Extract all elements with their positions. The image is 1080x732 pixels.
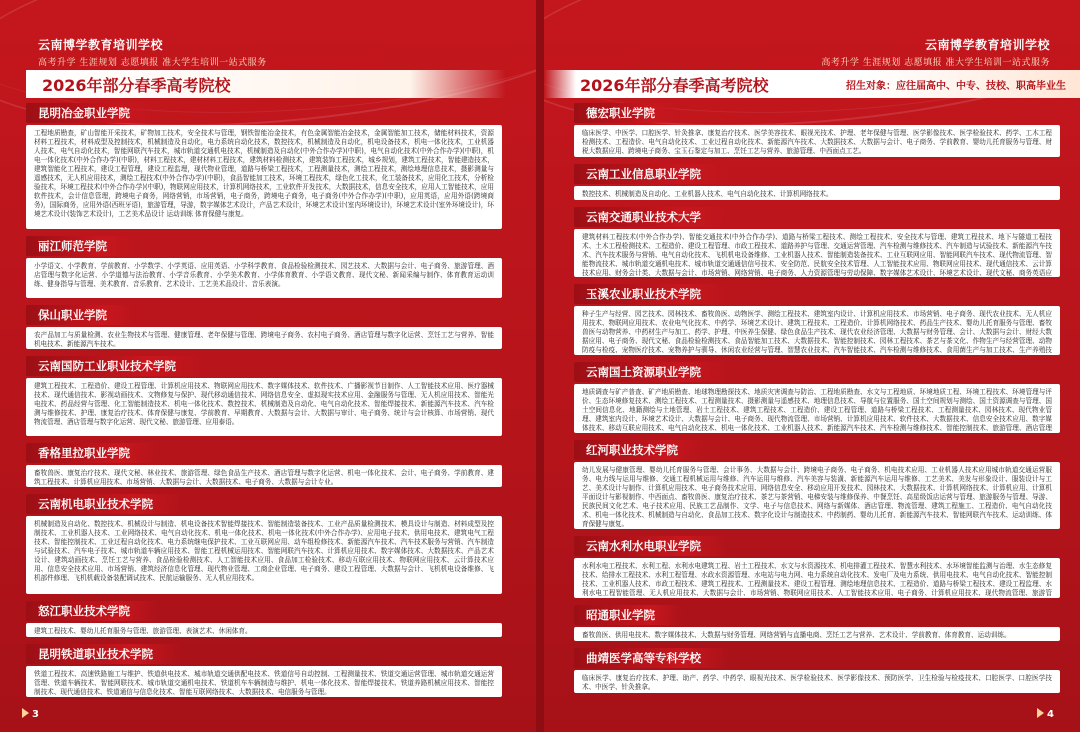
brand-header xyxy=(821,36,1050,68)
school-majors: 种子生产与经营、园艺技术、园林技术、畜牧兽医、动物医学、测绘工程技术、建筑室内设计、计算机应用技术、市场营销、电子商务、现代农业技术、无人机应用技术、物联网应用技术、农业电气化技术、中药学、环境艺术设计、建筑工程技术、工程造价、计算机网络技术、药品生产技术、婴幼儿托育服务与管理、畜牧兽医与动物营养、中药材生产与加工、药学、护理、中医养生保健、绿色食品生产技术、现代农业经济管理、大数据与财务管理、会计、大数据与会计、财经大数据应用、电子商务、现代文秘、食品检验检测技术、食品智能加工技术、大数据技术、智能控制技术、园林工程技术、茶艺与茶文化、作物生产与经营管理、动物防疫与检疫、宠物医疗技术、宠物养护与驯导、休闲农业经营与管理、智慧农业技术、汽车智能技术、汽车检测与维修技术、食用菌生产与加工技术、生产养殖技 xyxy=(574,306,1060,355)
school-name: 怒江职业技术学院 xyxy=(26,601,158,621)
school-name: 昆明冶金职业学院 xyxy=(26,103,158,123)
school-name: 云南交通职业技术大学 xyxy=(574,207,729,227)
brand-name: 云南博学教育培训学校 xyxy=(38,38,164,52)
school-majors: 地质调查与矿产普查、矿产地质勘查、地球物理勘探技术、地质灾害调查与防治、工程地质勘查、水文与工程地质、环境地质工程、环境工程技术、环境管理与评价、生态环境修复技术、测绘工程技术、工程测量技术、摄影测量与遥感技术、地理信息技术、导航与位置服务、国土空间规划与测绘、国土资源调查与管理、国土空间信息化、地籍测绘与土地管理、岩土工程技术、建筑工程技术、工程造价、建设工程管理、道路与桥梁工程技术、工程测量技术、园林技术、现代物业管理、建筑室内设计、环境艺术设计、大数据与会计、电子商务、现代物流管理、市场营销、计算机应用技术、软件技术、大数据技术、信息安全技术应用、数字媒体技术、移动互联应用技术、电气自动化技术、机电一体化技术、工业机器人技术、新能源汽车技术、汽车检测与维修技术、智能控制技术、旅游管理、酒店管理 xyxy=(574,384,1060,433)
school-name: 云南国防工业职业技术学院 xyxy=(26,356,204,376)
school-name: 云南国土资源职业学院 xyxy=(574,362,729,382)
school-card xyxy=(574,206,1060,277)
school-name: 曲靖医学高等专科学校 xyxy=(574,648,729,668)
school-list xyxy=(26,96,502,712)
school-majors: 建筑工程技术、婴幼儿托育服务与管理、旅游管理、表演艺术、休闲体育。 xyxy=(26,623,502,637)
triangle-icon xyxy=(1037,708,1044,718)
school-name: 保山职业学院 xyxy=(26,305,135,325)
school-card xyxy=(574,439,1060,529)
left-page xyxy=(0,0,536,732)
title-bar xyxy=(26,70,506,98)
school-name: 云南水利水电职业学院 xyxy=(574,536,729,556)
school-card xyxy=(26,102,502,229)
enroll-note: 招生对象：应往届高中、中专、技校、职高毕业生 xyxy=(846,80,1066,92)
school-card xyxy=(26,304,502,349)
page-title: 2026年部分春季高考院校 xyxy=(42,75,231,95)
school-name: 云南工业信息职业学院 xyxy=(574,164,729,184)
page-number-value: 4 xyxy=(1047,709,1054,720)
school-card xyxy=(26,643,502,697)
brand-slogan: 高考升学 生涯规划 志愿填报 准大学生培训一站式服务 xyxy=(821,58,1050,68)
triangle-icon xyxy=(22,708,29,718)
school-majors: 工程地质勘查，矿山智能开采技术，矿物加工技术，安全技术与管理，钢铁智能冶金技术，有色金属智能冶金技术，金属智能加工技术，储能材料技术，资源材料工程技术，材料成型及控制技术，机械制造及自动化，电力系统自动化技术，数控技术，机械制造及自动化，机电设备技术，机电一体化技术，工业机器人技术，电气自动化技术，智能网联汽车技术，城市轨道交通机电技术，机械制造及自动化(中外合作办学)(中职)，电气自动化技术(中外合作办学)(中职)，机电一体化技术(中外合作办学)(中职)，材料工程技术，建材材料工程技术，建筑材料检测技术，建筑装饰工程技术，城乡规划，建筑工程技术，智能建造技术，建筑智能化工程技术，建设工程管理，建设工程监理，现代物业管理，道路与桥梁工程技术，工程测量技术，测绘工程技术，测绘地理信息技术，摄影测量与遥感技术，无人机应用技术，测绘工程技术(中外合作办学)(中职)，食品智能加工技术，环境工程技术，绿色化工技术，化工装备技术，应用化工技术，分析检验技术，环境工程技术(中外合作办学)(中职)，物联网应用技术，计算机网络技术，工业软件开发技术，大数据技术，信息安全技术，应用人工智能技术，应用软件技术，会计信息管理，跨境电子商务，网络营销，市场营销，电子商务，跨境电子商务，电子商务(中外合作办学)(中职)，应用英语，应用外语(跨境商务)，国际商务，应用外语(西班牙语)，旅游管理，导游，数字媒体艺术设计，产品艺术设计，环境艺术设计(室内环境设计)，环境艺术设计(室外环境设计)，环境艺术设计(装饰艺术设计)，工艺美术品设计 运动训练 体育保健与康复。 xyxy=(26,125,502,229)
right-page xyxy=(544,0,1080,732)
brand-header xyxy=(38,36,267,68)
school-card xyxy=(26,355,502,436)
page-title: 2026年部分春季高考院校 xyxy=(580,75,769,95)
school-name: 玉溪农业职业技术学院 xyxy=(574,284,729,304)
brand-slogan: 高考升学 生涯规划 志愿填报 准大学生培训一站式服务 xyxy=(38,58,267,68)
school-majors: 建筑材料工程技术(中外合作办学)、智能交通技术(中外合作办学)、道路与桥梁工程技术、测绘工程技术、安全技术与管理、建筑工程技术、地下与隧道工程技术、土木工程检测技术、工程造价、建设工程管理、市政工程技术、道路养护与管理、交通运营管理、汽车检测与维修技术、汽车制造与试验技术、新能源汽车技术、汽车技术服务与营销、电气自动化技术、飞机机电设备维修、工业机器人技术、智能制造装备技术、工业互联网应用、智能网联汽车技术、现代物流管理、智能物流技术、城市轨道交通机电技术、城市轨道交通通信信号技术、安全防范、民航安全技术管理、人工智能技术应用、物联网应用技术、现代通信技术、云计算技术应用、财务会计类、大数据与会计、市场营销、网络营销、电子商务、人力资源管理与劳动保障、数字媒体艺术设计、环境艺术设计、现代文秘、商务英语应 xyxy=(574,229,1060,277)
school-majors: 幼儿发展与健康管理、婴幼儿托育服务与管理、会计事务、大数据与会计、跨境电子商务、电子商务、机电技术应用、工业机器人技术应用城市轨道交通运营服务、电力线与运用与维修、交通工程机械运用与维修、汽车运用与维修、汽车美容与装潢、新能源汽车运用与维修、工艺美术、美发与形象设计、服装设计与工艺、美术设计与制作、计算机应用技术、电子商务技术应用、网络信息安全、移动应用开发技术、园林技术、大数据技术、计算机网络技术、计算机应用、计算机平面设计与影视制作、中西面点、畜牧兽医、康复治疗技术、茶艺与茶营销、电梯安装与维修保养、中餐烹饪、高星级饭店运营与管理、旅游服务与管理、导游、民族民间文化艺术、电子技术应用、民族工艺品制作、文学、电子与信息技术、网络与新媒体、酒店管理、物流管理、建筑工程施工、工程造价、电气自动化技术、机电一体化技术、机械制造与自动化、食品加工技术、数字化设计与制造技术、中药制药、婴幼儿托育、新能源汽车技术、智能网联汽车技术、运动训练、体育保健与康复。 xyxy=(574,462,1060,529)
school-name: 香格里拉职业学院 xyxy=(26,443,158,463)
school-majors: 畜牧兽医、供用电技术、数字媒体技术、大数据与财务管理、网络营销与直播电商、烹饪工艺与营养、艺术设计、学前教育、体育教育、运动训练。 xyxy=(574,627,1060,641)
school-card xyxy=(26,600,502,637)
page-number-value: 3 xyxy=(32,709,39,720)
school-card xyxy=(26,235,502,298)
school-card xyxy=(26,493,502,594)
school-name: 昭通职业学院 xyxy=(574,605,683,625)
school-majors: 机械制造及自动化、数控技术、机械设计与制造、机电设备技术智能焊接技术、智能制造装备技术、工业产品质量检测技术、模具设计与制造、材料成型及控制技术、工业机器人技术、工业网络技术、电气自动化技术、机电一体化技术、机电一体化技术(中外合作办学)、应用电子技术、供用电技术、建筑电气工程技术、智能控制技术、工业过程自动化技术、电力系统继电保护技术、工业互联网应用、动车组检修技术、新能源汽车技术、汽车技术服务与营销、汽车制造与试验技术、汽车电子技术、城市轨道车辆应用技术、智能工程机械运用技术、智能网联汽车技术、计算机应用技术、数字媒体技术、大数据技术、产品艺术设计、建筑动画技术、烹饪工艺与营养、食品检验检测技术、人工智能技术应用、食品加工检验技术、移动互联应用技术、物联网应用技术、云计算技术应用、信息安全技术应用、市场营销、建筑经济信息化管理、现代物业管理、工商企业管理、电子商务、建设工程管理、大数据与会计、飞机机电设备维修、飞机部件修理、飞机机载设备装配调试技术、民航运输服务、无人机应用技术。 xyxy=(26,516,502,594)
school-majors: 水利水电工程技术、水利工程、水利水电建筑工程、岩土工程技术、水文与水资源技术、机电排灌工程技术、智慧水利技术、水环境智能监测与治理、水生态修复技术、给排水工程技术、水利工程管理、水政水资源管理、水电站与电力网、电力系统自动化技术、发电厂及电力系统、供用电技术、电气自动化技术、智能控制技术、工业机器人技术、市政工程技术、建筑工程技术、工程测量技术、建设工程管理、测绘地理信息技术、工程造价、道路与桥梁工程技术、建设工程监理、水利水电工程智能管理、无人机应用技术、大数据与会计、市场营销、物联网应用技术、人工智能技术应用、电子商务、计算机应用技术、现代物流管理、旅游管 xyxy=(574,558,1060,598)
school-name: 红河职业技术学院 xyxy=(574,440,706,460)
school-card xyxy=(574,102,1060,157)
school-majors: 数控技术、机械制造及自动化、工业机器人技术、电气自动化技术、计算机网络技术。 xyxy=(574,186,1060,200)
school-card xyxy=(574,361,1060,433)
school-majors: 临床医学、康复治疗技术、护理、助产、药学、中药学、眼视光技术、医学检验技术、医学影像技术、预防医学、卫生检验与检疫技术、口腔医学、口腔医学技术、中医学、针灸推拿。 xyxy=(574,670,1060,693)
school-list xyxy=(574,96,1060,712)
school-card xyxy=(574,604,1060,641)
school-card xyxy=(574,535,1060,598)
page-number xyxy=(22,708,39,720)
school-majors: 畜牧兽医、康复治疗技术、现代文秘、林业技术、旅游管理、绿色食品生产技术、酒店管理与数字化运营、机电一体化技术、会计、电子商务、学前教育、建筑工程技术、计算机应用技术、市场营销、大数据与会计、大数据技术、电子商务、大数据与会计专业。 xyxy=(26,465,502,487)
school-majors: 小学语文、小学教育、学前教育、小学数学、小学英语、应用英语、小学科学教育、食品检验检测技术、园艺技术、大数据与会计、电子商务、旅游管理、酒店管理与数字化运营、小学道德与法治教育、小学音乐教育、小学美术教育、小学体育教育、小学语文教育、现代文秘、新闻采编与制作、体育教育运动训练、健身指导与管理、美术教育、音乐教育、艺术设计、工艺美术品设计、音乐表演。 xyxy=(26,258,502,298)
school-name: 昆明铁道职业技术学院 xyxy=(26,644,181,664)
school-majors: 建筑工程技术、工程造价、建设工程管理、计算机应用技术、物联网应用技术、数字媒体技术、软件技术、广播影视节目制作、人工智能技术应用、医疗器械技术、现代通信技术、影视动画技术、文物修复与保护、现代移动通信技术、网络信息安全、虚拟现实技术应用、金融服务与管理、无人机应用技术、智能光电技术、药品经营与管理、化工智能制造技术、机电一体化技术、数控技术、机械制造及自动化、电气自动化技术、智能焊接技术、新能源汽车技术、汽车检测与维修技术、护理、康复治疗技术、体育保健与康复、学前教育、早期教育、大数据与会计、大数据与审计、电子商务、统计与会计核算、市场营销、现代物流管理、酒店管理与数字化运营、现代文秘、旅游管理、应用泰语。 xyxy=(26,378,502,436)
page-number xyxy=(1037,708,1054,720)
school-name: 德宏职业学院 xyxy=(574,103,683,123)
school-majors: 铁道工程技术、高速铁路施工与维护、铁道供电技术、城市轨道交通供配电技术、铁道信号自动控制、工程测量技术、铁道交通运营管理、城市轨道交通运营管理、铁道车辆技术、智能网联技术、城市轨道交通机电技术、铁道机车车辆制造与维护、机电一体化技术、智能焊接技术、铁道养路机械应用技术、智能控制技术、现代通信技术、铁道通信与信息化技术、智能互联网络技术、大数据技术、电信服务与管理。 xyxy=(26,666,502,697)
school-card xyxy=(574,647,1060,693)
school-majors: 临床医学、中医学、口腔医学、针灸推拿、康复治疗技术、医学美容技术、眼视光技术、护理、老年保健与管理、医学影像技术、医学检验技术、药学、工木工程检测技术、工程造价、电气自动化技术、工业过程自动化技术、新能源汽车技术、大数据技术、大数据与会计、电子商务、学前教育、婴幼儿托育服务与管理、财税大数据应用、跨境电子商务、宝玉石鉴定与加工、烹饪工艺与营养、旅游管理、中西面点工艺。 xyxy=(574,125,1060,157)
school-majors: 农产品加工与质量检测、农业生物技术与管理、健康管理、老年保健与管理、跨境电子商务、农村电子商务、酒店管理与数字化运营、烹饪工艺与营养、智能机电技术、新能源汽车技术。 xyxy=(26,327,502,349)
brand-name: 云南博学教育培训学校 xyxy=(924,38,1050,52)
title-bar xyxy=(544,70,1080,98)
school-card xyxy=(574,163,1060,200)
school-name: 云南机电职业技术学院 xyxy=(26,494,181,514)
school-card xyxy=(26,442,502,487)
school-card xyxy=(574,283,1060,355)
school-name: 丽江师范学院 xyxy=(26,236,135,256)
